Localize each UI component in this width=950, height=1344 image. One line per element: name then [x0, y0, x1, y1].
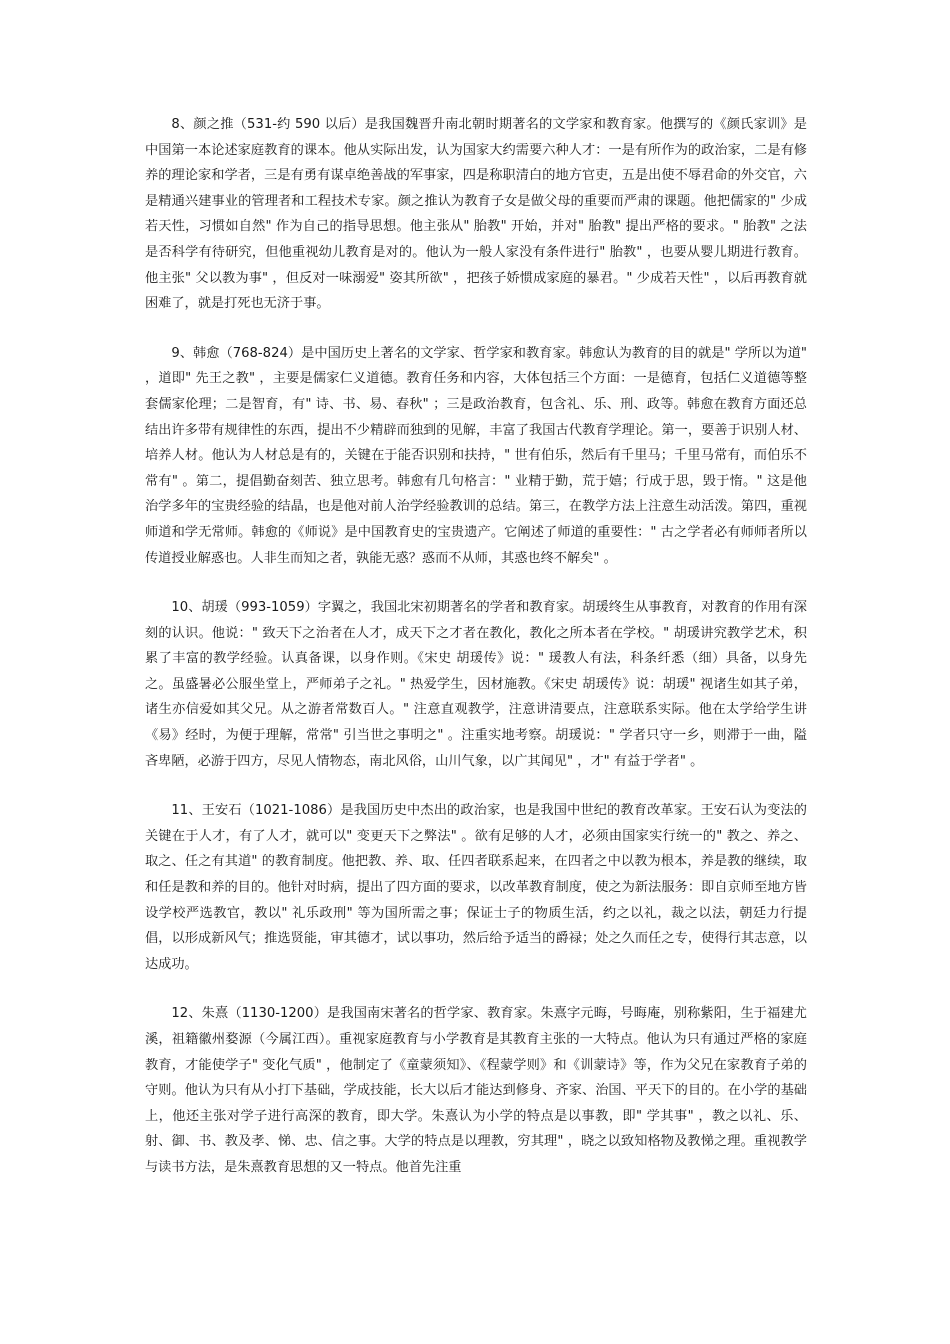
paragraph-yan-zhitui: 8、颜之推（531-约 590 以后）是我国魏晋升南北朝时期著名的文学家和教育家。他撰写的《颜氏家训》是中国第一本论述家庭教育的课本。他从实际出发，认为国家大约需要六种人才：一是有所作为的政治家，二是有修养的理论家和学者，三是有勇有谋卓绝善战的军事家，四是称职清白的地方官吏，五是出使不辱君命的外交官，六是精通兴建事业的管理者和工程技术专家。颜之推认为教育子女是做父母的重要而严肃的课题。他把儒家的" 少成若天性，习惯如自然" 作为自己的指导思想。他主张从" 胎教" 开始，并对" 胎教" 提出严格的要求。" 胎教" 之法是否科学有待研究，但他重视幼儿教育是对的。他认为一般人家没有条件进行" 胎教" ，也要从婴儿期进行教育。他主张" 父以教为事" ，但反对一味溺爱" 姿其所欲" ，把孩子娇惯成家庭的暴君。" 少成若天性" ，以后再教育就困难了，就是打死也无济于事。 — [145, 117, 807, 312]
document-page — [145, 112, 807, 1181]
paragraph-han-yu: 9、韩愈（768-824）是中国历史上著名的文学家、哲学家和教育家。韩愈认为教育的目的就是" 学所以为道" ，道即" 先王之教" ，主要是儒家仁义道德。教育任务和内容，大体包括三个方面：一是德育，包括仁义道德等整套儒家伦理；二是智育，有" 诗、书、易、春秋" ；三是政治教育，包含礼、乐、刑、政等。韩愈在教育方面还总结出许多带有规律性的东西，提出不少精辟而独到的见解，丰富了我国古代教育学理论。第一，要善于识别人材、培养人材。他认为人材总是有的，关键在于能否识别和扶持，" 世有伯乐，然后有千里马；千里马常有，而伯乐不常有" 。第二，提倡勤奋刻苦、独立思考。韩愈有几句格言：" 业精于勤，荒于嬉；行成于思，毁于惰。" 这是他治学多年的宝贵经验的结晶，也是他对前人治学经验教训的总结。第三，在教学方法上注意生动活泼。第四，重视师道和学无常师。韩愈的《师说》是中国教育史的宝贵遗产。它阐述了师道的重要性：" 古之学者必有师师者所以传道授业解惑也。人非生而知之者，孰能无惑？惑而不从师，其惑也终不解矣" 。 — [145, 345, 807, 566]
paragraph-hu-yuan: 10、胡瑗（993-1059）字翼之，我国北宋初期著名的学者和教育家。胡瑗终生从事教育，对教育的作用有深刻的认识。他说：" 致天下之治者在人才，成天下之才者在教化，教化之所本者在学校。" 胡瑗讲究教学艺术，积累了丰富的教学经验。认真备课，以身作则。《宋史 胡瑗传》说：" 瑗教人有法，科条纤悉（细）具备，以身先之。虽盛暑必公服坐堂上，严师弟子之礼。" 热爱学生，因材施教。《宋史 胡瑗传》说：胡瑗" 视诸生如其子弟，诸生亦信爱如其父兄。从之游者常数百人。" 注意直观教学，注意讲清要点，注意联系实际。他在太学给学生讲《易》经时，为便于理解，常常" 引当世之事明之" 。注重实地考察。胡瑗说：" 学者只守一乡，则滞于一曲，隘吝卑陋，必游于四方，尽见人情物态，南北风俗，山川气象，以广其闻见" ，才" 有益于学者" 。 — [145, 600, 807, 769]
paragraph-wang-anshi: 11、王安石（1021-1086）是我国历史中杰出的政治家，也是我国中世纪的教育改革家。王安石认为变法的关键在于人才，有了人才，就可以" 变更天下之弊法" 。欲有足够的人才，必须由国家实行统一的" 教之、养之、取之、任之有其道" 的教育制度。他把教、养、取、任四者联系起来，在四者之中以教为根本，养是教的继续，取和任是教和养的目的。他针对时病，提出了四方面的要求，以改革教育制度，使之为新法服务：即自京师至地方皆设学校严选教官，教以" 礼乐政刑" 等为国所需之事；保证士子的物质生活，约之以礼，裁之以法，朝廷力行提倡，以形成新风气；推选贤能，审其德才，试以事功，然后给予适当的爵禄；处之久而任之专，使得行其志意，以达成功。 — [145, 803, 807, 972]
paragraph-zhu-xi: 12、朱熹（1130-1200）是我国南宋著名的哲学家、教育家。朱熹字元晦，号晦庵，别称紫阳，生于福建尤溪，祖籍徽州婺源（今属江西）。重视家庭教育与小学教育是其教育主张的一大特点。他认为只有通过严格的家庭教育，才能使学子" 变化气质" ，他制定了《童蒙须知》、《程蒙学则》和《训蒙诗》等，作为父兄在家教育子弟的守则。他认为只有从小打下基础，学成技能，长大以后才能达到修身、齐家、治国、平天下的目的。在小学的基础上，他还主张对学子进行高深的教育，即大学。朱熹认为小学的特点是以事教，即" 学其事" ，教之以礼、乐、射、御、书、教及孝、悌、忠、信之事。大学的特点是以理教，穷其理" ，晓之以致知格物及教悌之理。重视教学与读书方法，是朱熹教育思想的又一特点。他首先注重 — [145, 1006, 807, 1175]
